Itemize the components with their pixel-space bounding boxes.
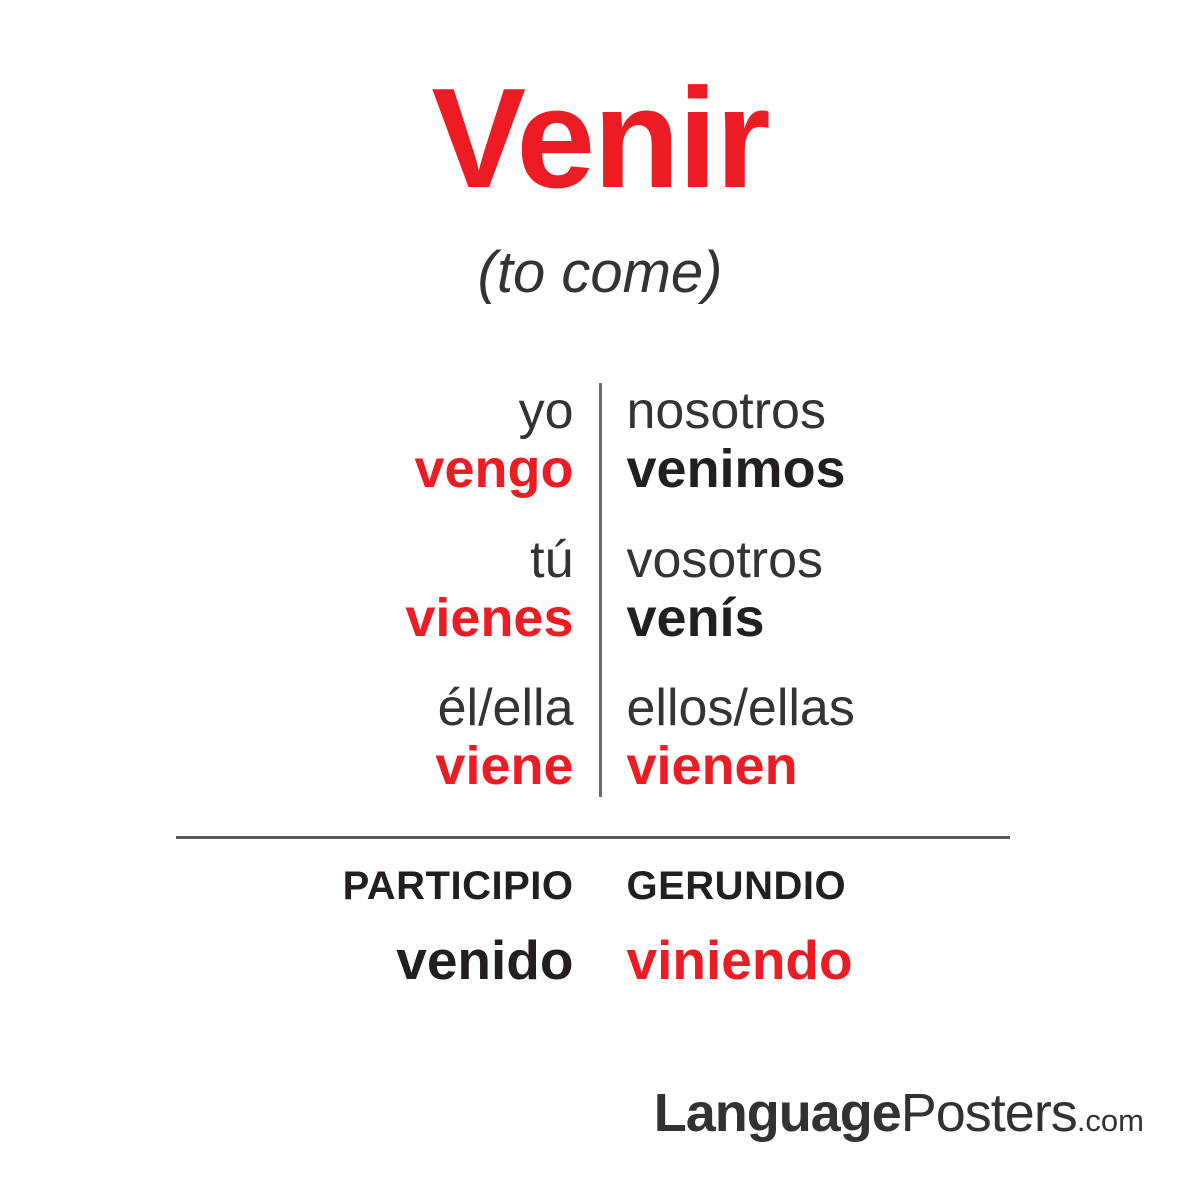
pronoun-label: ellos/ellas: [626, 679, 855, 738]
verb-title: Venir: [431, 59, 769, 218]
participio-form: venido: [396, 929, 574, 991]
gerundio-cell: [602, 864, 1104, 991]
conjugation-cell-tu: [97, 532, 574, 649]
conjugation-cell-yo: [97, 383, 574, 500]
pronoun-label: tú: [530, 530, 574, 589]
conjugation-table: [0, 383, 1200, 797]
conjugation-cell-el-ella: [97, 680, 574, 797]
participio-cell: [97, 864, 599, 991]
brand-logo-regular-part: Posters: [900, 1083, 1077, 1143]
verb-form: viene: [435, 736, 574, 797]
horizontal-divider: [176, 836, 1010, 839]
verb-translation: (to come): [477, 240, 723, 305]
pronoun-label: yo: [518, 382, 574, 440]
nonfinite-forms-section: [0, 864, 1200, 991]
verb-form: vienes: [405, 587, 574, 648]
brand-logo-tld: .com: [1076, 1103, 1144, 1138]
conjugation-cell-ellos-ellas: [627, 680, 1104, 797]
brand-logo-bold-part: Language: [653, 1083, 901, 1143]
verb-form: vienen: [626, 736, 798, 797]
conjugation-cell-nosotros: [627, 383, 1104, 500]
brand-logo: [654, 1082, 1144, 1144]
participio-heading: PARTICIPIO: [342, 864, 574, 908]
pronoun-label: él/ella: [437, 679, 574, 738]
verb-form: venís: [626, 587, 765, 648]
conjugation-cell-vosotros: [627, 532, 1104, 649]
verb-form: venimos: [626, 439, 846, 500]
plural-column: [602, 383, 1104, 797]
pronoun-label: vosotros: [626, 530, 824, 589]
gerundio-heading: GERUNDIO: [626, 864, 847, 908]
pronoun-label: nosotros: [626, 382, 826, 440]
verb-form: vengo: [414, 439, 574, 500]
singular-column: [97, 383, 599, 797]
gerundio-form: viniendo: [626, 929, 853, 991]
